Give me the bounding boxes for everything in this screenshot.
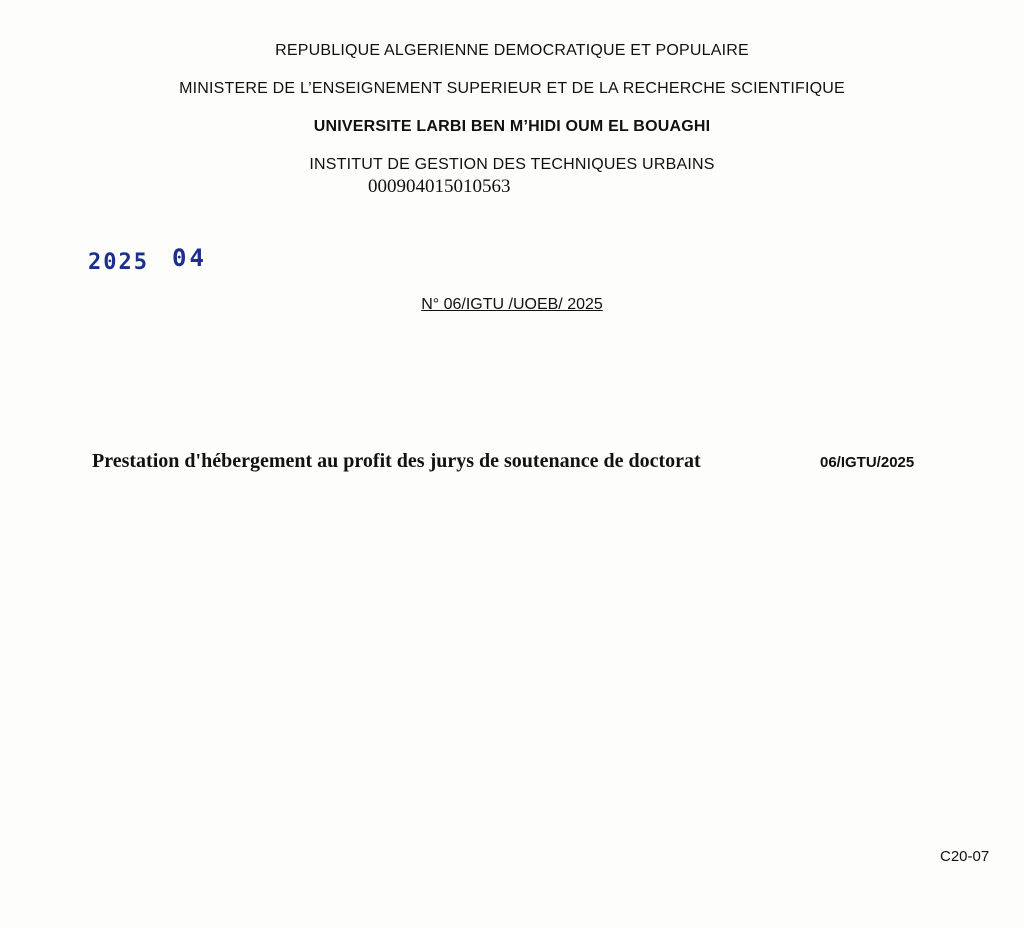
consultation-number: 06/IGTU/2025 (820, 454, 915, 471)
republic-title-fr: REPUBLIQUE ALGERIENNE DEMOCRATIQUE ET POPULAIRE (275, 42, 749, 59)
prestation-title: Prestation d'hébergement au profit des jurys de soutenance de doctorat (92, 450, 701, 472)
tax-id-number: 000904015010563 (368, 176, 511, 197)
item-c20: C20-07 (940, 848, 990, 865)
institute-title-fr: INSTITUT DE GESTION DES TECHNIQUES URBAINS (309, 156, 715, 173)
date-stamp-year: 2025 (88, 250, 149, 275)
university-title-fr: UNIVERSITE LARBI BEN M’HIDI OUM EL BOUAGHI (313, 118, 711, 135)
date-stamp-day: 04 (172, 244, 207, 272)
ministry-title-fr: MINISTERE DE L’ENSEIGNEMENT SUPERIEUR ET DE LA RECHERCHE SCIENTIFIQUE (179, 80, 845, 97)
announcement-reference: N° 06/IGTU /UOEB/ 2025 (421, 296, 603, 313)
